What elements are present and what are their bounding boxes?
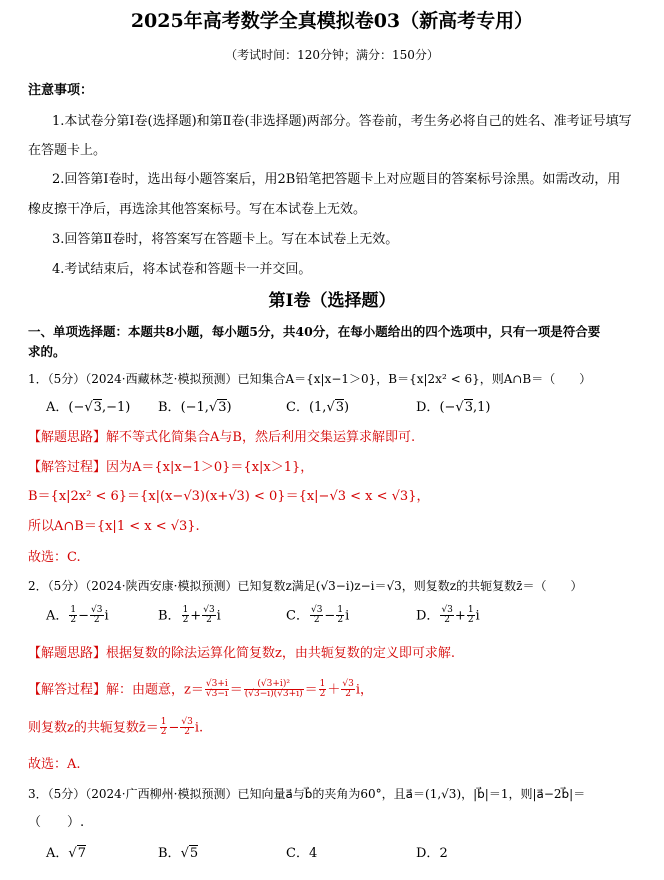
q2-option-a: A． $\frac{1}{2}$ − $\frac{√3}{2}$ i [46, 605, 109, 626]
note-4: 4.考试结束后，将本试卷和答题卡一并交回。 [52, 262, 312, 277]
q2-process: 【解答过程】解：由题意，z＝ $\frac{√3+i}{√3-i}$ ＝ $\frac{\text{(√3+i)²}}{(√3-i)(√3+i)}$ ＝ $\frac{1}{2}$ ＋ $\frac{√3}{2}$ i， [28, 679, 373, 700]
note-1-cont: 在答题卡上。 [28, 143, 107, 158]
exam-info: （考试时间：120分钟；满分：150分） [225, 48, 439, 62]
q3-stem: 3．（5分）（2024·广西柳州·模拟预测）已知向量a⃗与b⃗的夹角为60°，且a⃗＝(1,√3)，|b⃗|＝1，则|a⃗−2b⃗|＝ [28, 787, 586, 801]
section-title: 第Ⅰ卷（选择题） [268, 291, 396, 311]
q1-option-a: A．(−√3,−1) [46, 400, 131, 415]
q2-option-b: B． $\frac{1}{2}$ + $\frac{√3}{2}$ i [158, 605, 221, 626]
q2-idea: 【解题思路】根据复数的除法运算化简复数z，由共轭复数的定义即可求解. [28, 646, 455, 661]
q3-stem-cont: （ ）. [28, 815, 85, 830]
q3-options [28, 846, 648, 866]
q2-stem: 2．（5分）（2024·陕西安康·模拟预测）已知复数z满足(√3−i)z−i＝√3，则复数z的共轭复数z̄＝（ ） [28, 579, 583, 593]
q1-process-3: 所以A∩B＝{x|1 < x < √3}. [28, 519, 200, 534]
q3-option-d: D．2 [416, 846, 448, 861]
note-2-cont: 橡皮擦干净后，再选涂其他答案标号。写在本试卷上无效。 [28, 202, 367, 217]
section-intro: 一、单项选择题：本题共8小题，每小题5分，共40分，在每小题给出的四个选项中，只有一项是符合要 [28, 324, 601, 339]
q1-option-c: C．(1,√3) [286, 400, 350, 415]
q1-stem: 1．（5分）（2024·西藏林芝·模拟预测）已知集合A＝{x|x−1＞0}，B＝{x|2x² < 6}，则A∩B＝（ ） [28, 372, 592, 386]
q1-process-2: B＝{x|2x² < 6}＝{x|(x−√3)(x+√3) < 0}＝{x|−√3 < x < √3}， [28, 489, 430, 504]
q1-process: 【解答过程】因为A＝{x|x−1＞0}＝{x|x＞1}， [28, 460, 314, 475]
q2-options [28, 606, 648, 634]
q1-options [28, 400, 648, 420]
q2-option-d: D． $\frac{√3}{2}$ + $\frac{1}{2}$ i [416, 605, 480, 626]
q2-answer: 故选：A. [28, 757, 81, 772]
q3-option-b: B．√5 [158, 846, 199, 861]
note-2: 2.回答第Ⅰ卷时，选出每小题答案后，用2B铅笔把答题卡上对应题目的答案标号涂黑。如需改动，用 [52, 172, 621, 187]
q1-option-d: D．(−√3,1) [416, 400, 491, 415]
q1-idea: 【解题思路】解不等式化简集合A与B，然后利用交集运算求解即可. [28, 430, 416, 445]
q3-option-a: A．√7 [46, 846, 86, 861]
q3-option-c: C．4 [286, 846, 318, 861]
notes-heading: 注意事项： [28, 83, 94, 98]
q1-answer: 故选：C. [28, 550, 81, 565]
page-title: 2025年高考数学全真模拟卷03（新高考专用） [130, 10, 534, 32]
note-1: 1.本试卷分第Ⅰ卷(选择题)和第Ⅱ卷(非选择题)两部分。答卷前，考生务必将自己的姓名、准考证号填写 [52, 114, 632, 129]
section-intro-cont: 求的。 [28, 344, 66, 359]
q2-conjugate: 则复数z的共轭复数z̄＝ $\frac{1}{2}$ − $\frac{√3}{2}$ i. [28, 717, 204, 738]
q1-option-b: B．(−1,√3) [158, 400, 232, 415]
note-3: 3.回答第Ⅱ卷时，将答案写在答题卡上。写在本试卷上无效。 [52, 232, 399, 247]
q2-option-c: C． $\frac{√3}{2}$ − $\frac{1}{2}$ i [286, 605, 350, 626]
